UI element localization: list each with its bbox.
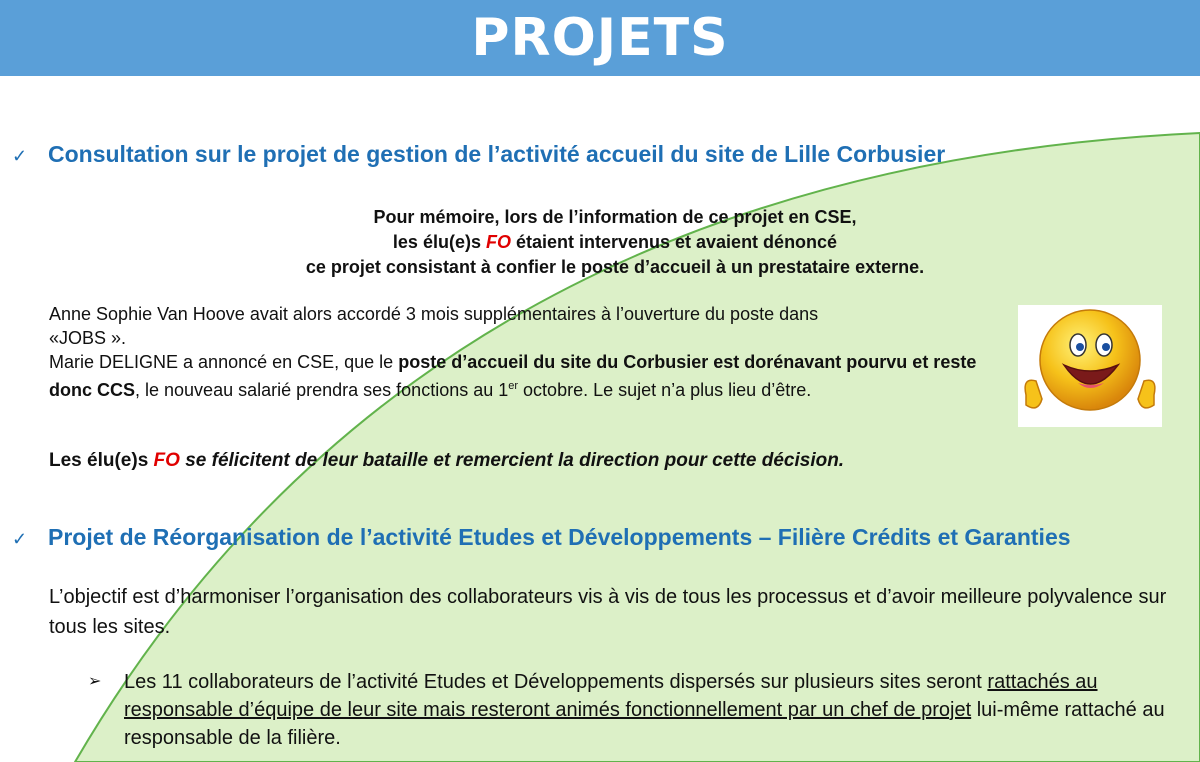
page-header xyxy=(0,0,1200,76)
bullet-item: ➢ Les 11 collaborateurs de l’activité Etudes et Développements dispersés sur plusieurs sites seront rattachés au responsable d’équipe de leur site mais resteront animés fonctionnellement par un chef de projet lui-même rattaché au responsable de la filière. xyxy=(88,668,1188,752)
memo-line: Pour mémoire, lors de l’information de ce projet en CSE, xyxy=(373,207,857,227)
paragraph-deligne: Marie DELIGNE a annoncé en CSE, que le poste d’accueil du site du Corbusier est dorénavant pourvu et reste donc CCS, le nouveau salarié prendra ses fonctions au 1er octobre. Le sujet n’a plus lieu d’être. xyxy=(49,352,977,400)
memo-line: les élu(e)s FO étaient intervenus et avaient dénoncé xyxy=(392,232,838,252)
section-consultation-title: ✓ Consultation sur le projet de gestion de l’activité accueil du site de Lille Corbusier xyxy=(12,141,946,167)
fo-label: FO xyxy=(153,450,180,471)
memo-line: ce projet consistant à confier le poste d’accueil à un prestataire externe. xyxy=(305,257,925,277)
conclusion-statement: Les élu(e)s FO se félicitent de leur bataille et remercient la direction pour cette décision. xyxy=(49,450,845,471)
paragraph-van-hoove: Anne Sophie Van Hoove avait alors accordé 3 mois supplémentaires à l’ouverture du poste dans «JOBS ». xyxy=(49,304,819,348)
check-icon: ✓ xyxy=(12,146,28,166)
section-reorganisation-title: ✓ Projet de Réorganisation de l’activité Etudes et Développements – Filière Crédits et Garanties xyxy=(12,524,1071,550)
memo-block xyxy=(200,205,1030,280)
fo-label: FO xyxy=(485,232,511,252)
objective-paragraph: L’objectif est d’harmoniser l’organisation des collaborateurs vis à vis de tous les processus et d’avoir meilleure polyvalence sur tous les sites. xyxy=(49,586,1167,638)
check-icon: ✓ xyxy=(12,529,28,549)
arrow-bullet-icon: ➢ xyxy=(88,673,102,690)
smiley-thumbs-up-icon xyxy=(1018,305,1162,427)
underlined-text: rattachés au responsable d’équipe de leur site mais resteront animés fonctionnellement par un chef de projet xyxy=(124,671,1098,721)
highlight-text: poste d’accueil du site du Corbusier est dorénavant pourvu et reste donc CCS xyxy=(49,352,977,400)
page-title: PROJETS xyxy=(471,8,729,68)
